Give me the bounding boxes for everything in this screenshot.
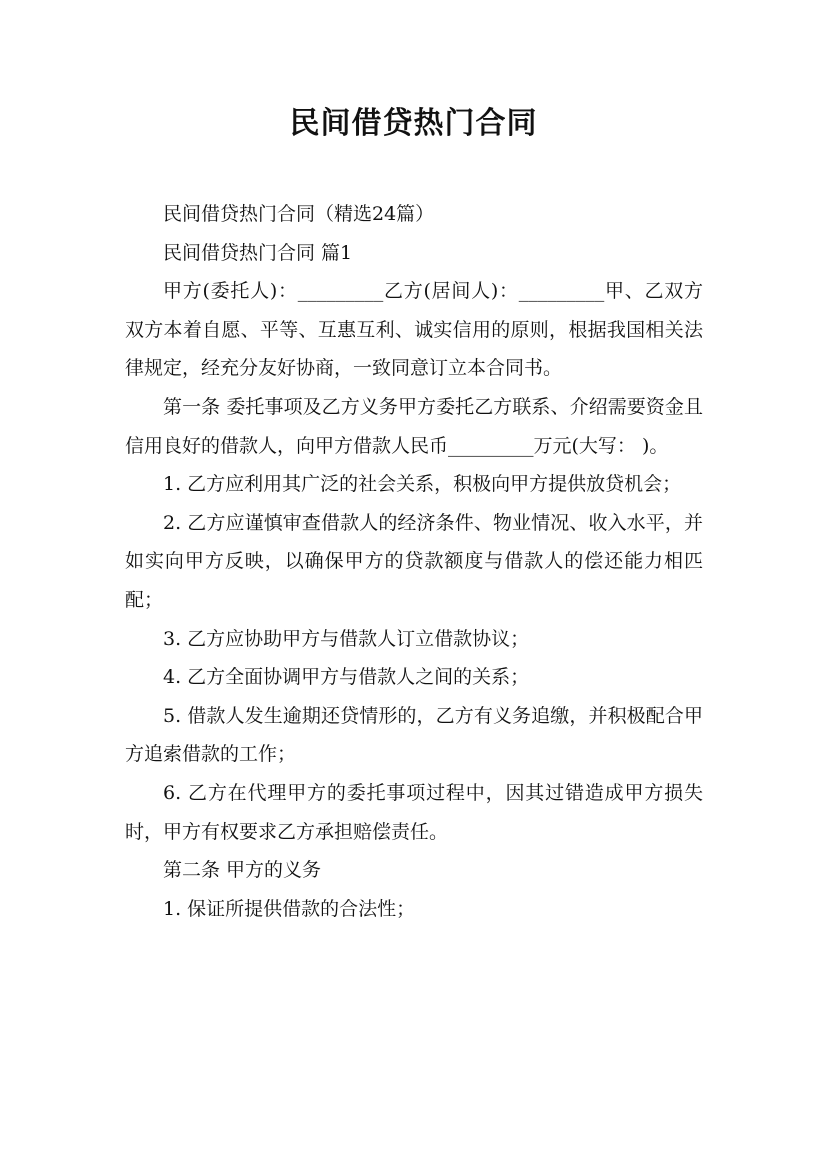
paragraph-article-2-item-1: 1. 保证所提供借款的合法性； <box>163 897 416 920</box>
paragraph-subtitle: 民间借贷热门合同（精选24篇） <box>163 203 435 225</box>
paragraph-item-6: 6. 乙方在代理甲方的委托事项过程中，因其过错造成甲方损失时，甲方有权要求乙方承担赔偿责任。 <box>125 781 703 843</box>
paragraph-item-5: 5. 借款人发生逾期还贷情形的，乙方有义务追缴，并积极配合甲方追索借款的工作； <box>125 704 703 766</box>
paragraph-section-heading: 民间借贷热门合同 篇1 <box>163 241 353 264</box>
paragraph-item-3: 3. 乙方应协助甲方与借款人订立借款协议； <box>163 627 530 650</box>
paragraph-article-2: 第二条 甲方的义务 <box>163 859 322 882</box>
document-title: 民间借贷热门合同 <box>289 106 538 141</box>
paragraph-item-1: 1. 乙方应利用其广泛的社会关系，积极向甲方提供放贷机会； <box>163 473 682 496</box>
paragraph-item-4: 4. 乙方全面协调甲方与借款人之间的关系； <box>163 666 530 689</box>
paragraph-parties: 甲方(委托人)：_________乙方(居间人)：_________甲、乙双方双方本着自愿、平等、互惠互利、诚实信用的原则，根据我国相关法律规定，经充分友好协商，一致同意订立本合同书。 <box>125 280 703 380</box>
document-body <box>125 195 703 928</box>
paragraph-article-1: 第一条 委托事项及乙方义务甲方委托乙方联系、介绍需要资金且信用良好的借款人，向甲方借款人民币_________万元(大写： )。 <box>125 395 703 457</box>
paragraph-item-2: 2. 乙方应谨慎审查借款人的经济条件、物业情况、收入水平，并如实向甲方反映，以确保甲方的贷款额度与借款人的偿还能力相匹配； <box>125 511 703 611</box>
